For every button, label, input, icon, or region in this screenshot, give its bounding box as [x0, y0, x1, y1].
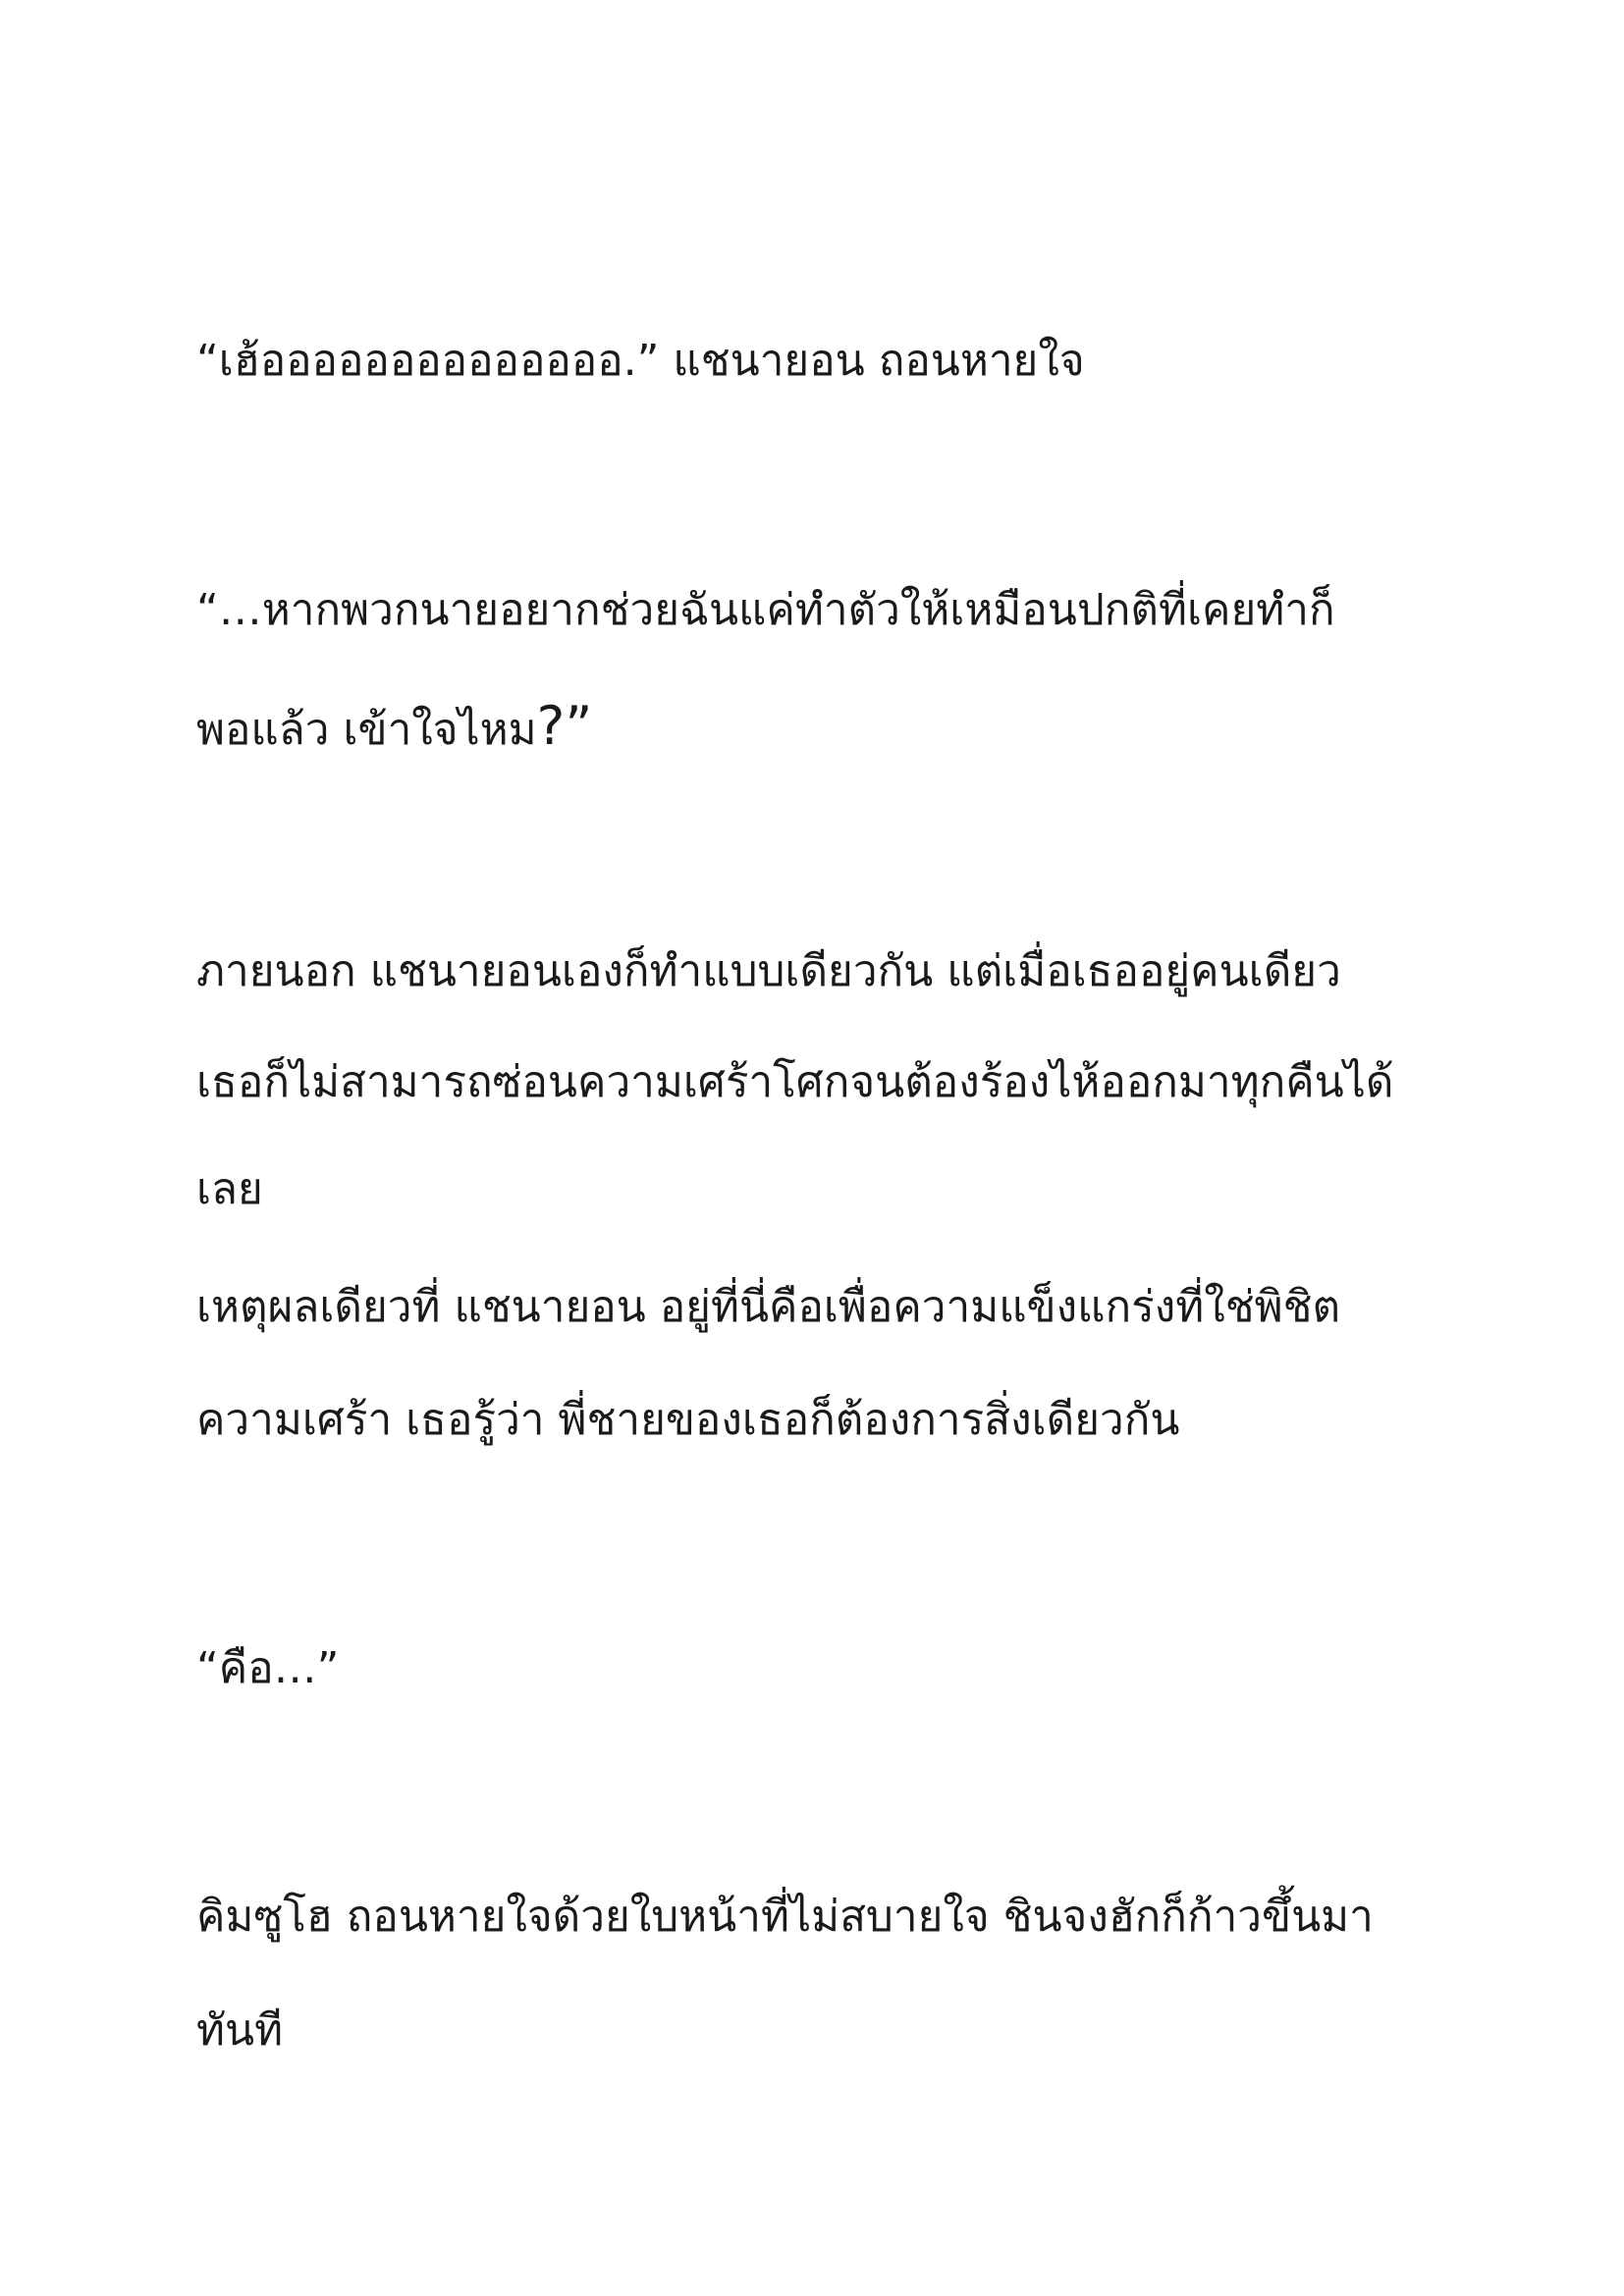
paragraph-outside-line-2: เธอก็ไม่สามารถซ่อนความเศร้าโศกจนต้องร้องไห้ออกมาทุกคืนได้	[196, 1057, 1394, 1107]
paragraph-short-dialogue: “คือ…”	[196, 1643, 340, 1693]
paragraph-sigh-line: “เฮ้ออออออออออออออ.” แชนายอน ถอนหายใจ	[196, 336, 1085, 386]
paragraph-reason-line-2: ความเศร้า เธอรู้ว่า พี่ชายของเธอก็ต้องการสิ่งเดียวกัน	[196, 1395, 1180, 1445]
paragraph-kimsuho-line-2: ทันที	[196, 2005, 284, 2056]
dialogue-line-2-text: พอแล้ว เข้าใจไหม	[196, 705, 537, 755]
paragraph-outside-line-1: ภายนอก แชนายอนเองก็ทำแบบเดียวกัน แต่เมื่อเธออยู่คนเดียว	[196, 946, 1341, 996]
paragraph-kimsuho-line-1: คิมซูโฮ ถอนหายใจด้วยใบหน้าที่ไม่สบายใจ ชินจงฮักก็ก้าวขึ้นมา	[196, 1892, 1374, 1942]
paragraph-dialogue-line-1: “…หากพวกนายอยากช่วยฉันแค่ทำตัวให้เหมือนปกติที่เคยทำก็	[196, 585, 1335, 635]
dialogue-question-mark: ?”	[536, 695, 593, 757]
paragraph-dialogue-line-2	[196, 695, 1473, 762]
paragraph-reason-line-1: เหตุผลเดียวที่ แชนายอน อยู่ที่นี่คือเพื่อความแข็งแกร่งที่ใช่พิชิต	[196, 1282, 1341, 1332]
paragraph-outside-line-3: เลย	[196, 1164, 263, 1214]
